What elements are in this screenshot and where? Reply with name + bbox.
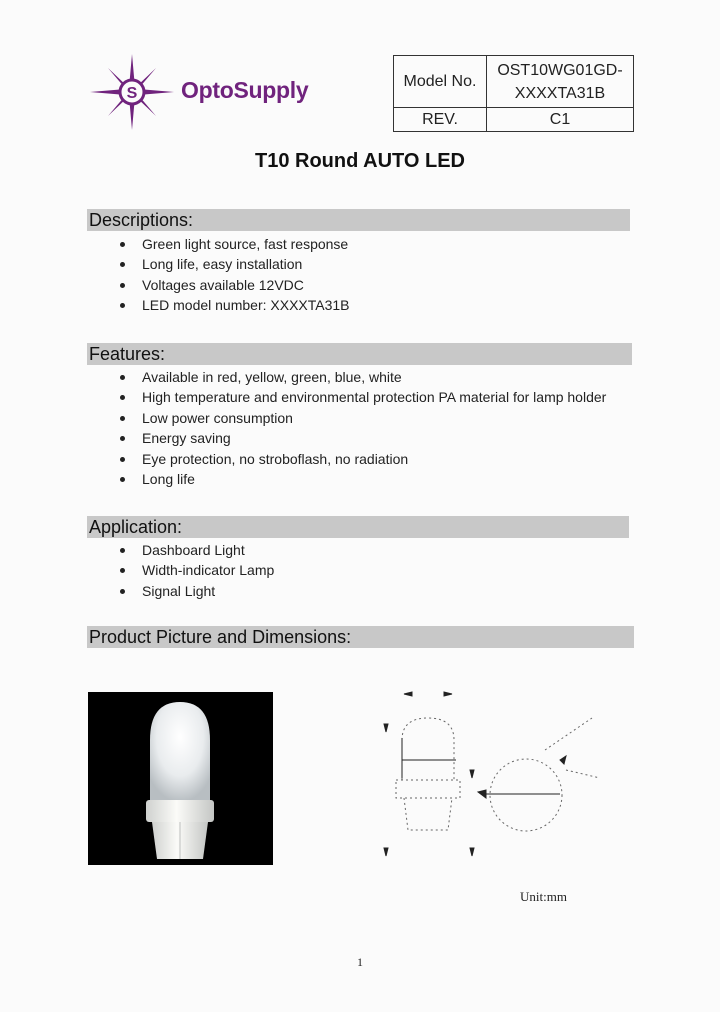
descriptions-heading: Descriptions: bbox=[87, 209, 630, 231]
list-item: Width-indicator Lamp bbox=[117, 560, 274, 580]
list-item: Eye protection, no stroboflash, no radiation bbox=[117, 449, 606, 469]
page-number: 1 bbox=[357, 955, 363, 969]
company-logo bbox=[90, 52, 340, 132]
bullet-icon bbox=[120, 375, 125, 380]
descriptions-list bbox=[117, 234, 350, 316]
product-heading: Product Picture and Dimensions: bbox=[87, 626, 634, 648]
model-info-table bbox=[393, 55, 634, 132]
list-item: Green light source, fast response bbox=[117, 234, 350, 254]
rev-row bbox=[394, 108, 634, 132]
bullet-icon bbox=[120, 416, 125, 421]
features-list bbox=[117, 367, 606, 489]
bullet-icon bbox=[120, 548, 125, 553]
list-item: Available in red, yellow, green, blue, white bbox=[117, 367, 606, 387]
logo-letter: S bbox=[126, 85, 138, 102]
brand-name: OptoSupply bbox=[181, 77, 309, 103]
document-title: T10 Round AUTO LED bbox=[255, 150, 465, 172]
bullet-icon bbox=[120, 303, 125, 308]
dimension-drawing bbox=[360, 680, 610, 870]
bullet-icon bbox=[120, 395, 125, 400]
compass-star-icon bbox=[90, 52, 175, 132]
model-row bbox=[394, 56, 634, 108]
list-item: Signal Light bbox=[117, 581, 274, 601]
unit-label: Unit:mm bbox=[520, 889, 567, 904]
list-item: Low power consumption bbox=[117, 408, 606, 428]
list-item: LED model number: XXXXTA31B bbox=[117, 295, 350, 315]
led-bulb-icon bbox=[88, 692, 273, 865]
model-value-line1: OST10WG01GD- bbox=[497, 61, 623, 79]
bullet-icon bbox=[120, 242, 125, 247]
bullet-icon bbox=[120, 589, 125, 594]
rev-label: REV. bbox=[394, 108, 487, 132]
rev-value: C1 bbox=[487, 108, 634, 132]
list-item: Long life, easy installation bbox=[117, 254, 350, 274]
features-heading: Features: bbox=[87, 343, 632, 365]
bullet-icon bbox=[120, 568, 125, 573]
list-item: High temperature and environmental protection PA material for lamp holder bbox=[117, 387, 606, 407]
application-list bbox=[117, 540, 274, 601]
list-item: Dashboard Light bbox=[117, 540, 274, 560]
list-item: Energy saving bbox=[117, 428, 606, 448]
model-value-line2: XXXXTA31B bbox=[514, 84, 606, 102]
model-value bbox=[487, 56, 634, 108]
product-photo bbox=[88, 692, 273, 865]
list-item: Voltages available 12VDC bbox=[117, 275, 350, 295]
bullet-icon bbox=[120, 262, 125, 267]
list-item: Long life bbox=[117, 469, 606, 489]
application-heading: Application: bbox=[87, 516, 629, 538]
bullet-icon bbox=[120, 457, 125, 462]
model-label: Model No. bbox=[394, 56, 487, 108]
bullet-icon bbox=[120, 283, 125, 288]
bullet-icon bbox=[120, 436, 125, 441]
bullet-icon bbox=[120, 477, 125, 482]
